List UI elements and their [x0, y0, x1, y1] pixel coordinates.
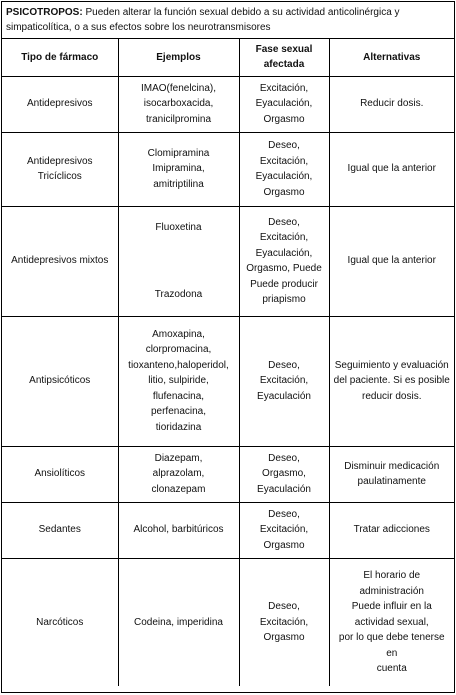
cell-alternativas: Seguimiento y evaluación del paciente. Si es posible reducir dosis. — [329, 316, 454, 446]
fase-item: Deseo, — [268, 140, 300, 151]
fase-item: Orgasmo, — [262, 468, 306, 480]
cell-tipo: Narcóticos — [2, 558, 118, 686]
fase-item: Eyaculación, — [255, 98, 313, 110]
ejemplo-item: amitriptilina — [153, 178, 204, 190]
fase-item: Excitación, — [259, 155, 309, 167]
ejemplo-item: clorpromacina, — [145, 344, 212, 356]
fase-item: Orgasmo, Puede — [246, 263, 322, 274]
cell-tipo: Antidepresivos — [2, 76, 118, 132]
cell-alternativas: Tratar adicciones — [329, 502, 454, 558]
ejemplo-item: IMAO(fenelcina), — [140, 82, 217, 94]
ejemplo-item: tioridazina — [155, 421, 202, 433]
cell-tipo: Sedantes — [2, 502, 118, 558]
header-label: PSICOTROPOS: — [6, 7, 83, 18]
ejemplo-item: alprazolam, — [152, 468, 205, 480]
cell-fase — [239, 206, 329, 316]
alternativa-line: administración — [359, 585, 424, 597]
column-header-fase: Fase sexual afectada — [239, 39, 329, 76]
cell-ejemplos: Alcohol, barbitúricos — [118, 502, 239, 558]
cell-fase — [239, 502, 329, 558]
ejemplo-item: Amoxapina, — [152, 328, 205, 340]
cell-fase — [239, 132, 329, 206]
header-text: Pueden alterar la función sexual debido a su actividad anticolinérgica y simpaticolítica, o a sus efectos sobre los neurotransmisores — [6, 7, 400, 33]
cell-ejemplos — [118, 132, 239, 206]
cell-tipo: Ansiolíticos — [2, 446, 118, 502]
fase-item: Excitación, — [259, 375, 309, 387]
ejemplo-item: Trazodona — [154, 288, 203, 300]
cell-alternativas — [329, 558, 454, 686]
cell-alternativas: Igual que la anterior — [329, 132, 454, 206]
fase-item: Deseo, — [268, 601, 300, 612]
cell-tipo: Antipsicóticos — [2, 316, 118, 446]
cell-fase — [239, 446, 329, 502]
ejemplo-item: litio, sulpiride, — [148, 375, 209, 387]
ejemplo-item: Diazepam, — [154, 452, 203, 464]
cell-alternativas: Igual que la anterior — [329, 206, 454, 316]
drug-table — [2, 39, 454, 686]
table-row — [2, 132, 454, 206]
document-header — [2, 2, 454, 39]
cell-ejemplos — [118, 446, 239, 502]
cell-fase — [239, 76, 329, 132]
fase-item: priapismo — [262, 294, 306, 305]
cell-alternativas: Disminuir medicación paulatinamente — [329, 446, 454, 502]
ejemplo-item: isocarboxacida, — [143, 98, 214, 110]
column-header-ejemplos: Ejemplos — [118, 39, 239, 76]
cell-tipo: Antidepresivos Tricíclicos — [2, 132, 118, 206]
ejemplo-item: Imipramina, — [152, 163, 205, 175]
fase-item: Deseo, — [268, 508, 300, 520]
cell-ejemplos — [118, 206, 239, 316]
fase-item: Excitación, — [259, 82, 309, 94]
table-header-row — [2, 39, 454, 76]
table-row — [2, 206, 454, 316]
table-row — [2, 316, 454, 446]
fase-item: Eyaculación, — [255, 171, 313, 182]
ejemplo-item: tranicilpromina — [145, 113, 212, 125]
table-row — [2, 76, 454, 132]
cell-ejemplos — [118, 76, 239, 132]
table-row — [2, 558, 454, 686]
fase-item: Deseo, — [268, 452, 300, 464]
fase-item: Eyaculación, — [255, 247, 313, 259]
ejemplo-item: flufenacina, — [152, 390, 205, 402]
ejemplo-item: clonazepam — [151, 483, 206, 495]
ejemplo-item: Clomipramina — [147, 147, 210, 159]
alternativa-line: actividad sexual, — [354, 616, 429, 628]
alternativa-line: por lo que debe tenerse — [338, 632, 445, 643]
alternativa-line: El horario de — [363, 570, 421, 581]
column-header-alternativas: Alternativas — [329, 39, 454, 76]
table-row — [2, 446, 454, 502]
ejemplo-item: tioxanteno,haloperidol, — [128, 359, 229, 371]
fase-item: Deseo, — [268, 359, 300, 371]
fase-item: Orgasmo — [263, 113, 305, 125]
fase-item: Excitación, — [259, 524, 309, 536]
fase-item: Deseo, — [268, 216, 300, 228]
fase-item: Excitación, — [259, 616, 309, 628]
fase-item: Orgasmo — [263, 632, 305, 643]
cell-fase — [239, 558, 329, 686]
cell-fase — [239, 316, 329, 446]
cell-ejemplos — [118, 316, 239, 446]
cell-alternativas: Reducir dosis. — [329, 76, 454, 132]
fase-item: Orgasmo — [263, 539, 305, 551]
alternativa-line: cuenta — [376, 663, 407, 674]
fase-item: Puede producir — [250, 278, 318, 290]
column-header-tipo: Tipo de fármaco — [2, 39, 118, 76]
fase-item: Excitación, — [259, 232, 309, 243]
ejemplo-item: Fluoxetina — [155, 222, 202, 233]
alternativa-line: Puede influir en la — [351, 601, 432, 612]
fase-item: Eyaculación — [257, 390, 311, 402]
fase-item: Orgasmo — [263, 186, 305, 198]
cell-tipo: Antidepresivos mixtos — [2, 206, 118, 316]
cell-ejemplos: Codeina, imperidina — [118, 558, 239, 686]
ejemplo-item: perfenacina, — [150, 406, 207, 418]
alternativa-line: en — [386, 647, 398, 659]
fase-item: Eyaculación — [257, 483, 311, 495]
table-row — [2, 502, 454, 558]
document — [1, 1, 455, 693]
